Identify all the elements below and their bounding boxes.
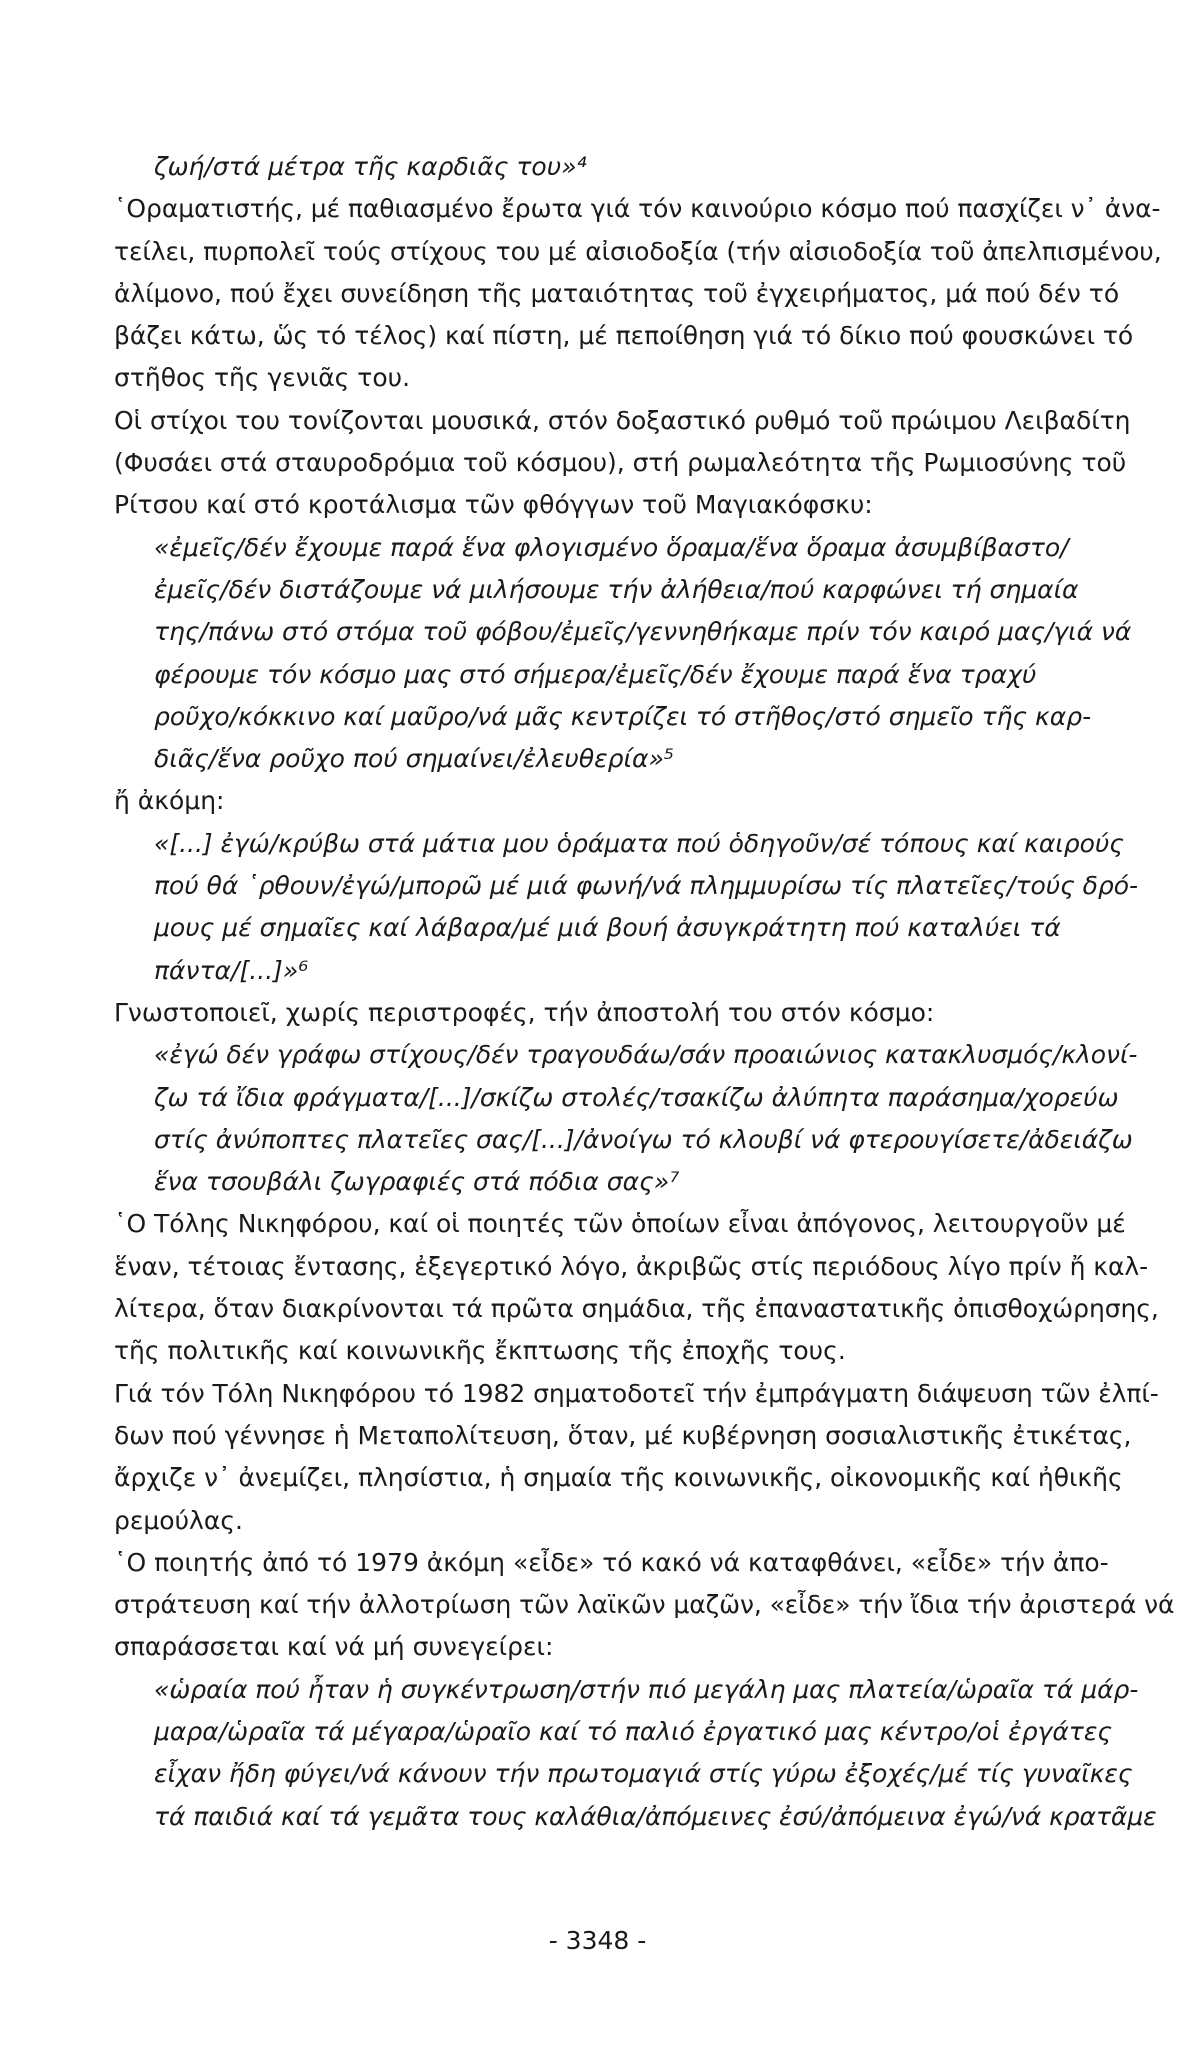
quoted-verse-line: της/πάνω στό στόμα τοῦ φόβου/ἐμεῖς/γεννηθήκαμε πρίν τόν καιρό μας/γιά νά (154, 617, 1132, 647)
quoted-verse-line: διᾶς/ἕνα ροῦχο πού σημαίνει/ἐλευθερία»⁵ (154, 744, 674, 774)
text-line: ῾Ο Τόλης Νικηφόρου, καί οἱ ποιητές τῶν ὁποίων εἶναι ἀπόγονος, λειτουργοῦν μέ (114, 1209, 1126, 1239)
text-line: ἕναν, τέτοιας ἔντασης, ἐξεγερτικό λόγο, ἀκριβῶς στίς περιόδους λίγο πρίν ἤ καλ- (114, 1251, 1149, 1281)
quoted-verse-line: εἶχαν ἤδη φύγει/νά κάνουν τήν πρωτομαγιά στίς γύρω ἐξοχές/μέ τίς γυναῖκες (154, 1759, 1133, 1789)
text-line: σπαράσσεται καί νά μή συνεγείρει: (114, 1632, 554, 1662)
text-line: (Φυσάει στά σταυροδρόμια τοῦ κόσμου), στή ρωμαλεότητα τῆς Ρωμιοσύνης τοῦ (114, 448, 1127, 478)
text-line: δων πού γέννησε ἡ Μεταπολίτευση, ὅταν, μέ κυβέρνηση σοσιαλιστικῆς ἐτικέτας, (114, 1420, 1132, 1450)
text-line: στῆθος τῆς γενιᾶς του. (114, 363, 411, 393)
quoted-verse-line: μαρα/ὡραῖα τά μέγαρα/ὡραῖο καί τό παλιό ἐργατικό μας κέντρο/οἱ ἐργάτες (154, 1716, 1113, 1746)
quoted-verse-line: ζωή/στά μέτρα τῆς καρδιᾶς του»⁴ (154, 152, 587, 181)
text-line: ἀλίμονο, πού ἔχει συνείδηση τῆς ματαιότητας τοῦ ἐγχειρήματος, μά πού δέν τό (114, 278, 1120, 308)
body-text (114, 146, 1175, 1838)
text-line: στράτευση καί τήν ἀλλοτρίωση τῶν λαϊκῶν μαζῶν, «εἶδε» τήν ἴδια τήν ἀριστερά νά (114, 1590, 1175, 1620)
text-line: λίτερα, ὅταν διακρίνονται τά πρῶτα σημάδια, τῆς ἐπαναστατικῆς ὀπισθοχώρησης, (114, 1294, 1159, 1324)
quoted-verse-line: στίς ἀνύποπτες πλατεῖες σας/[...]/ἀνοίγω τό κλουβί νά φτερουγίσετε/ἀδειάζω (154, 1124, 1133, 1154)
quoted-verse-line: «ἐμεῖς/δέν ἔχουμε παρά ἕνα φλογισμένο ὅραμα/ἕνα ὅραμα ἀσυμβίβαστο/ (154, 532, 1069, 562)
quoted-verse-line: ζω τά ἴδια φράγματα/[...]/σκίζω στολές/τσακίζω ἀλύπητα παράσημα/χορεύω (154, 1082, 1119, 1112)
text-line: Γιά τόν Τόλη Νικηφόρου τό 1982 σηματοδοτεῖ τήν ἐμπράγματη διάψευση τῶν ἐλπί- (114, 1378, 1159, 1408)
quoted-verse-line: ἐμεῖς/δέν διστάζουμε νά μιλήσουμε τήν ἀλήθεια/πού καρφώνει τή σημαία (154, 574, 1079, 604)
text-line: ἤ ἀκόμη: (114, 786, 225, 816)
text-line: βάζει κάτω, ὥς τό τέλος) καί πίστη, μέ πεποίθηση γιά τό δίκιο πού φουσκώνει τό (114, 321, 1134, 351)
text-line: ῾Οραματιστής, μέ παθιασμένο ἔρωτα γιά τόν καινούριο κόσμο πού πασχίζει ν᾽ ἀνα- (114, 194, 1161, 224)
quoted-verse-line: ἕνα τσουβάλι ζωγραφιές στά πόδια σας»⁷ (154, 1167, 680, 1197)
quoted-verse-line: ροῦχο/κόκκινο καί μαῦρο/νά μᾶς κεντρίζει τό στῆθος/στό σημεῖο τῆς καρ- (154, 701, 1092, 731)
text-line: Γνωστοποιεῖ, χωρίς περιστροφές, τήν ἀποστολή του στόν κόσμο: (114, 997, 935, 1027)
text-line: τῆς πολιτικῆς καί κοινωνικῆς ἔκπτωσης τῆς ἐποχῆς τους. (114, 1336, 846, 1366)
text-line: ρεμούλας. (114, 1505, 243, 1535)
quoted-verse-line: «ἐγώ δέν γράφω στίχους/δέν τραγουδάω/σάν προαιώνιος κατακλυσμός/κλονί- (154, 1040, 1138, 1070)
quoted-verse-line: τά παιδιά καί τά γεμᾶτα τους καλάθια/ἀπόμεινες ἐσύ/ἀπόμεινα ἐγώ/νά κρατᾶμε (154, 1801, 1157, 1831)
page-number: - 3348 - (548, 1926, 647, 1955)
quoted-verse-line: φέρουμε τόν κόσμο μας στό σήμερα/ἐμεῖς/δέν ἔχουμε παρά ἕνα τραχύ (154, 659, 1037, 689)
text-line: Οἱ στίχοι του τονίζονται μουσικά, στόν δοξαστικό ρυθμό τοῦ πρώιμου Λειβαδίτη (114, 405, 1131, 435)
text-line: ῾Ο ποιητής ἀπό τό 1979 ἀκόμη «εἶδε» τό κακό νά καταφθάνει, «εἶδε» τήν ἀπο- (114, 1547, 1109, 1577)
quoted-verse-line: μους μέ σημαῖες καί λάβαρα/μέ μιά βουή ἀσυγκράτητη πού καταλύει τά (154, 913, 1061, 943)
quoted-verse-line: πού θά ῾ρθουν/ἐγώ/μπορῶ μέ μιά φωνή/νά πλημμυρίσω τίς πλατεῖες/τούς δρό- (154, 871, 1138, 901)
text-line: ἄρχιζε ν᾽ ἀνεμίζει, πλησίστια, ἡ σημαία τῆς κοινωνικῆς, οἰκονομικῆς καί ἠθικῆς (114, 1463, 1123, 1493)
text-line: τείλει, πυρπολεῖ τούς στίχους του μέ αἰσιοδοξία (τήν αἰσιοδοξία τοῦ ἀπελπισμένου, (114, 236, 1162, 266)
text-line: Ρίτσου καί στό κροτάλισμα τῶν φθόγγων τοῦ Μαγιακόφσκυ: (114, 490, 873, 520)
quoted-verse-line: «ὡραία πού ἦταν ἡ συγκέντρωση/στήν πιό μεγάλη μας πλατεία/ὡραῖα τά μάρ- (154, 1674, 1139, 1704)
quoted-verse-line: πάντα/[...]»⁶ (154, 955, 309, 985)
quoted-verse-line: «[...] ἐγώ/κρύβω στά μάτια μου ὁράματα πού ὁδηγοῦν/σέ τόπους καί καιρούς (154, 828, 1124, 858)
